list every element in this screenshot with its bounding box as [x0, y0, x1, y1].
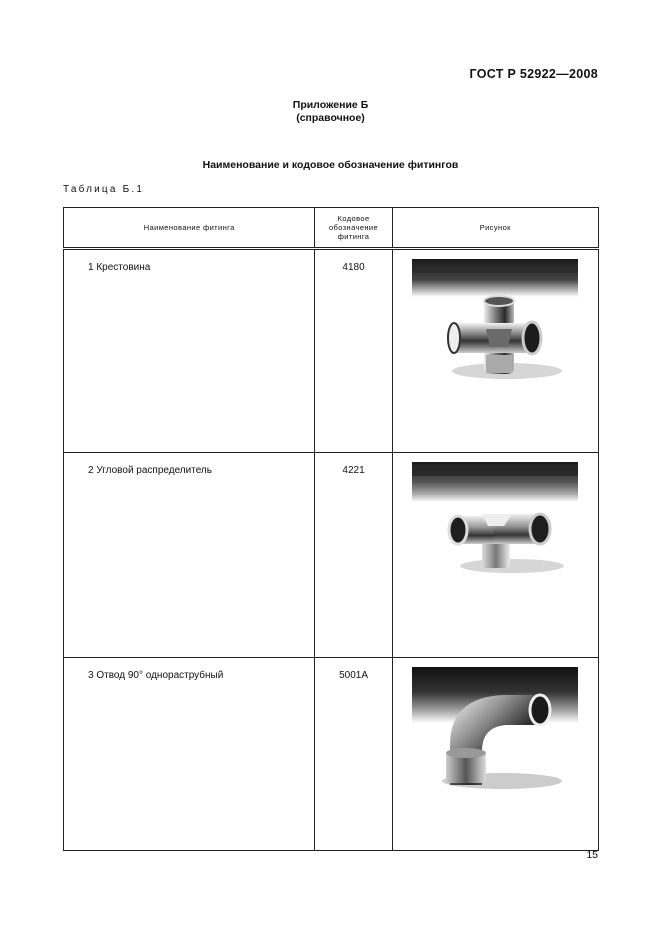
fitting-name: 2 Угловой распределитель	[64, 453, 315, 658]
fitting-picture-cell	[392, 658, 598, 851]
corner-tee-fitting-photo	[412, 462, 578, 582]
table-row	[64, 658, 599, 851]
appendix-title: Приложение Б	[292, 99, 369, 111]
fitting-code: 5001A	[315, 658, 392, 851]
fitting-code: 4221	[315, 453, 392, 658]
document-code: ГОСТ Р 52922—2008	[469, 67, 598, 81]
elbow-90-fitting-photo	[412, 667, 578, 793]
table-header-row	[64, 208, 599, 249]
table-label: Таблица Б.1	[63, 184, 145, 195]
fitting-picture-cell	[392, 249, 598, 453]
fitting-picture-cell	[392, 453, 598, 658]
fitting-code: 4180	[315, 249, 392, 453]
table-row	[64, 453, 599, 658]
table-row	[64, 249, 599, 453]
cross-fitting-photo	[412, 259, 578, 387]
header-code-line3: фитинга	[337, 232, 370, 241]
appendix-heading	[0, 99, 661, 125]
page-number: 15	[586, 849, 598, 861]
appendix-note: (справочное)	[296, 112, 365, 124]
section-title: Наименование и кодовое обозначение фитингов	[202, 159, 459, 171]
header-code-line2: обозначение	[328, 223, 379, 232]
header-name: Наименование фитинга	[64, 208, 315, 249]
fitting-name: 1 Крестовина	[64, 249, 315, 453]
header-code-line1: Кодовое	[337, 214, 370, 223]
fitting-name: 3 Отвод 90° однораструбный	[64, 658, 315, 851]
header-code	[315, 208, 392, 249]
fittings-table	[63, 207, 599, 851]
header-picture: Рисунок	[392, 208, 598, 249]
